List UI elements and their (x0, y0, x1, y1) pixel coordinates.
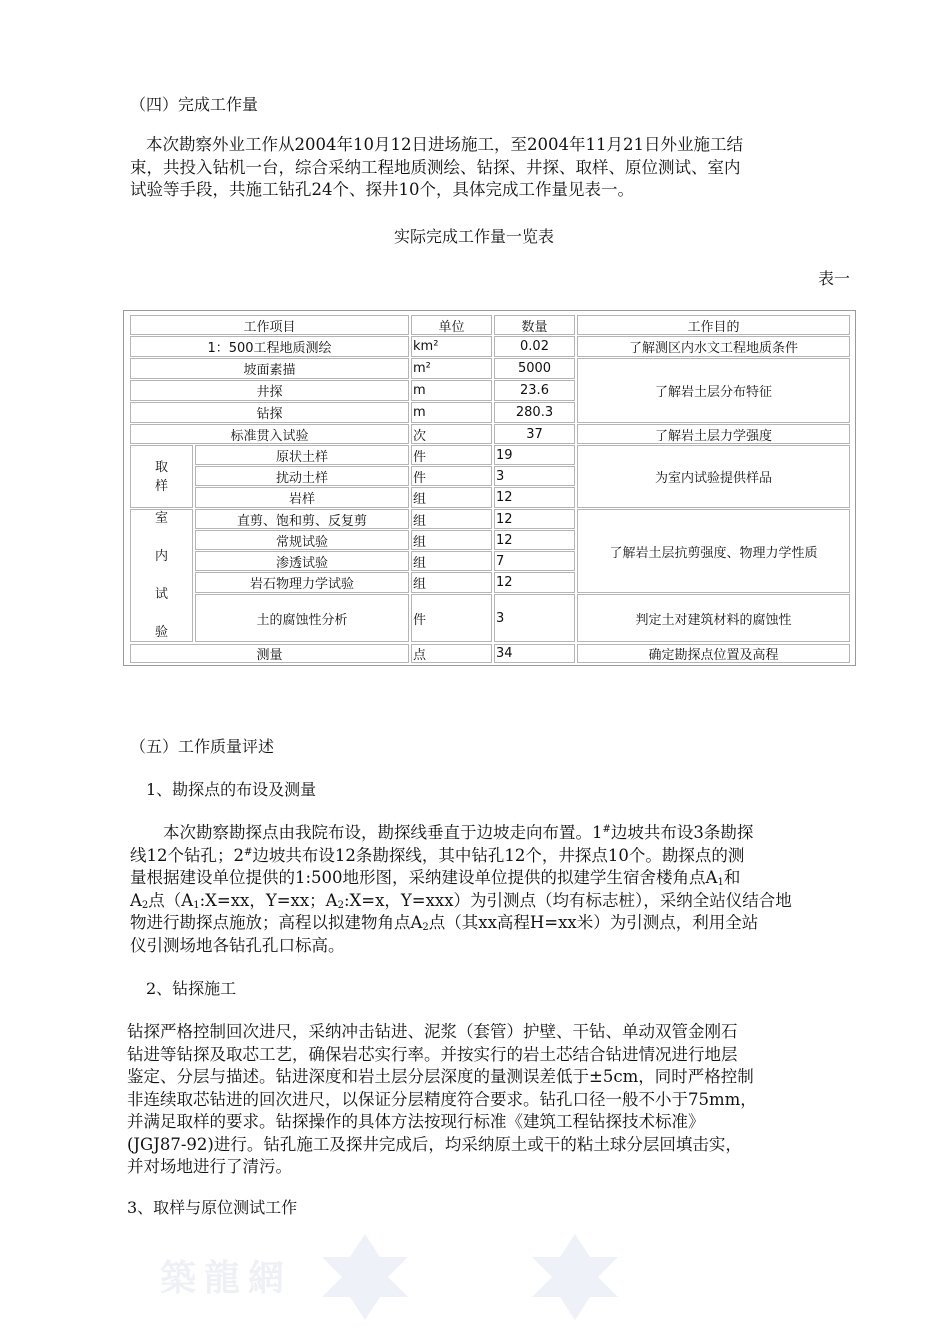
table-cell-qty: 5000 (494, 358, 575, 379)
table-cell-item: 测量 (130, 644, 409, 663)
table-cell-unit: 点 (411, 644, 492, 663)
table-cell-unit: m (411, 402, 492, 423)
table-cell-item: 岩样 (195, 487, 409, 508)
group-char: 取 (154, 459, 168, 475)
subsection1-paragraph (130, 822, 792, 957)
table-cell-purpose: 了解岩土层抗剪强度、物理力学性质 (577, 509, 850, 593)
table-cell-item: 1：500工程地质测绘 (130, 336, 409, 357)
table-cell-unit: 件 (411, 594, 492, 642)
table-cell-qty: 12 (494, 509, 575, 529)
text-line: 物进行勘探点施放；高程以拟建物角点$A_2$点（其xx高程H=xx米）为引测点，利用全站 (130, 913, 759, 933)
table-cell-qty: 19 (494, 445, 575, 465)
watermark-snowflake-icon (530, 1232, 620, 1322)
table-cell-qty: 0.02 (494, 336, 575, 357)
text-line: 鉴定、分层与描述。钻进深度和岩土层分层深度的量测误差低于±5cm，同时严格控制 (127, 1067, 754, 1086)
table-cell-unit: 组 (411, 487, 492, 508)
table-cell-purpose: 判定土对建筑材料的腐蚀性 (577, 594, 850, 642)
table-cell-qty: 3 (494, 466, 575, 486)
table-cell-purpose: 为室内试验提供样品 (577, 445, 850, 508)
text-line: 线12个钻孔；2#边坡共布设12条勘探线，其中钻孔12个，井探点10个。勘探点的测 (130, 845, 745, 865)
table-cell-item: 土的腐蚀性分析 (195, 594, 409, 642)
table-cell-purpose: 了解岩土层分布特征 (577, 358, 850, 423)
group-char: 试 (154, 586, 168, 602)
header-item: 工作项目 (130, 315, 409, 335)
group-char: 室 (154, 510, 168, 526)
section4-paragraph (130, 134, 743, 202)
text-line: (JGJ87-92)进行。钻孔施工及探井完成后，均采纳原土或干的粘土球分层回填击实， (127, 1134, 742, 1154)
table-cell-unit: 次 (411, 424, 492, 444)
table-cell-qty: 12 (494, 572, 575, 593)
table-cell-purpose: 了解测区内水文工程地质条件 (577, 336, 850, 357)
table-title: 实际完成工作量一览表 (394, 227, 555, 246)
text-line: 本次勘察勘探点由我院布设，勘探线垂直于边坡走向布置。1#边坡共布设3条勘探 (163, 823, 754, 842)
text-line: 量根据建设单位提供的1:500地形图，采纳建设单位提供的拟建学生宿舍楼角点$A_1$和 (130, 868, 741, 888)
table-cell-unit: 组 (411, 572, 492, 593)
table-cell-item: 井探 (130, 380, 409, 401)
table-cell-unit: 件 (411, 466, 492, 486)
table-cell-qty: 23.6 (494, 380, 575, 401)
table-cell-qty: 280.3 (494, 402, 575, 423)
table-cell-item: 渗透试验 (195, 551, 409, 571)
group-sampling (130, 445, 193, 508)
table-cell-item: 坡面素描 (130, 358, 409, 379)
table-cell-unit: m (411, 380, 492, 401)
table-cell-qty: 12 (494, 530, 575, 550)
workload-table (123, 310, 856, 666)
watermark-snowflake-icon (320, 1232, 410, 1322)
header-unit: 单位 (411, 315, 492, 335)
text-line: 并满足取样的要求。钻探操作的具体方法按现行标准《建筑工程钻探技术标准》 (127, 1112, 705, 1131)
text-line: 并对场地进行了清污。 (127, 1157, 292, 1176)
text-line: 试验等手段，共施工钻孔24个、探井10个，具体完成工作量见表一。 (130, 180, 634, 199)
table-cell-item: 常规试验 (195, 530, 409, 550)
table-cell-unit: 组 (411, 551, 492, 571)
table-cell-unit: m² (411, 358, 492, 379)
header-purpose: 工作目的 (577, 315, 850, 335)
table-cell-qty: 3 (494, 594, 575, 642)
text-line: $A_2$点（$A_1:X=xx$，Y=xx；$A_2:X=x$，Y=xxx）为引测点（均有标志桩），采纳全站仪结合地 (130, 890, 792, 911)
text-line: 本次勘察外业工作从2004年10月12日进场施工，至2004年11月21日外业施工结 (146, 135, 743, 154)
table-cell-purpose: 确定勘探点位置及高程 (577, 644, 850, 663)
table-cell-unit: 组 (411, 509, 492, 529)
table-cell-item: 直剪、饱和剪、反复剪 (195, 509, 409, 529)
section5-heading: （五）工作质量评述 (130, 737, 275, 756)
text-line: 钻进等钻探及取芯工艺，确保岩芯实行率。并按实行的岩土芯结合钻进情况进行地层 (127, 1044, 738, 1064)
table-cell-unit: 组 (411, 530, 492, 550)
table-cell-qty: 34 (494, 644, 575, 663)
table-cell-qty: 7 (494, 551, 575, 571)
header-qty: 数量 (494, 315, 575, 335)
table-cell-purpose: 了解岩土层力学强度 (577, 424, 850, 444)
table-cell-item: 原状土样 (195, 445, 409, 465)
table-cell-item: 扰动土样 (195, 466, 409, 486)
group-char: 内 (154, 548, 168, 564)
table-cell-item: 岩石物理力学试验 (195, 572, 409, 593)
subsection3-heading: 3、取样与原位测试工作 (127, 1198, 298, 1217)
table-label: 表一 (818, 269, 851, 288)
table-cell-item: 钻探 (130, 402, 409, 423)
table-cell-unit: km² (411, 336, 492, 357)
subsection1-heading: 1、勘探点的布设及测量 (146, 780, 317, 799)
table-cell-unit: 件 (411, 445, 492, 465)
text-line: 非连续取芯钻进的回次进尺，以保证分层精度符合要求。钻孔口径一般不小于75mm， (127, 1089, 757, 1109)
subsection2-paragraph (127, 1021, 757, 1179)
group-char: 验 (154, 624, 168, 640)
subsection2-heading: 2、钻探施工 (146, 979, 237, 998)
text-line: 仪引测场地各钻孔孔口标高。 (130, 935, 345, 955)
table-cell-qty: 12 (494, 487, 575, 508)
section4-heading: （四）完成工作量 (130, 95, 259, 114)
group-char: 样 (154, 478, 168, 494)
group-lab (130, 509, 193, 642)
text-line: 束，共投入钻机一台，综合采纳工程地质测绘、钻探、井探、取样、原位测试、室内 (130, 157, 741, 177)
table-cell-qty: 37 (494, 424, 575, 444)
table-cell-item: 标准贯入试验 (130, 424, 409, 444)
watermark-text: 築龍網 (160, 1257, 293, 1299)
text-line: 钻探严格控制回次进尺，采纳冲击钻进、泥浆（套管）护壁、干钻、单动双管金刚石 (127, 1022, 738, 1041)
